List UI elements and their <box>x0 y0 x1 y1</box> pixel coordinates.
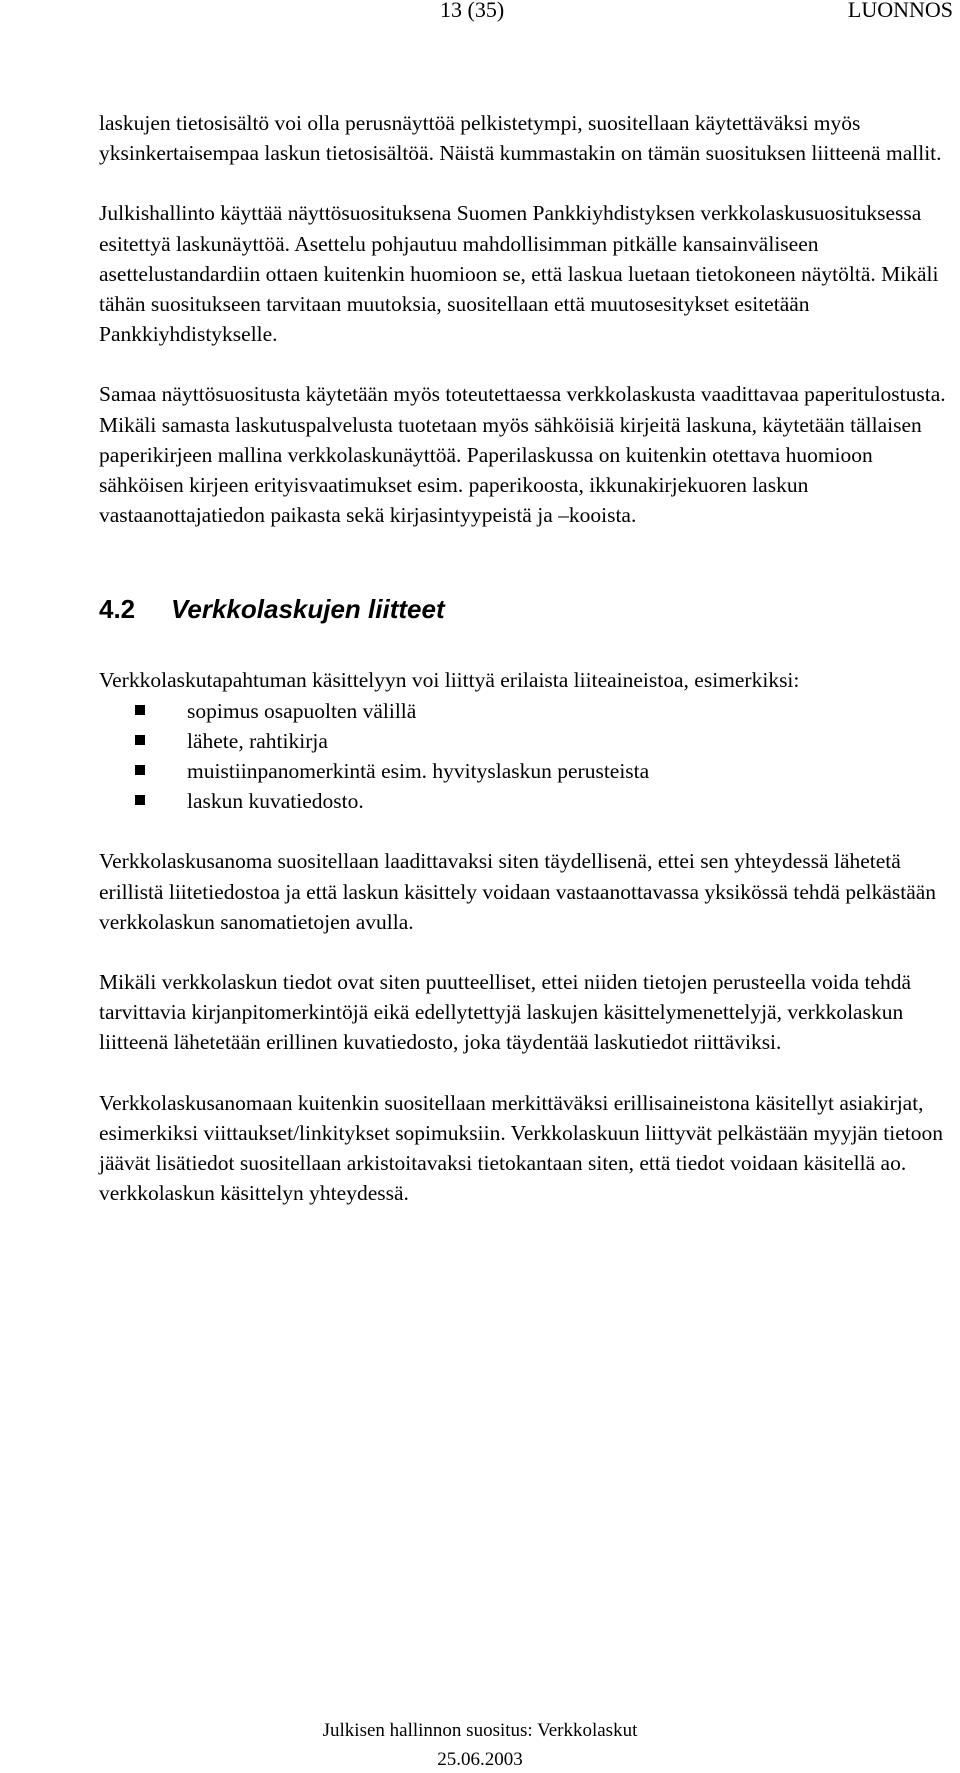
square-bullet-icon <box>135 765 145 775</box>
footer-date: 25.06.2003 <box>437 1749 523 1770</box>
paragraph-archiving: Verkkolaskusanomaan kuitenkin suositellaan merkittäväksi erillisaineistona käsitellyt asiakirjat, esimerkiksi viittaukset/linkitykset sopimuksiin. Verkkolaskuun liittyvät pelkästään myyjän tietoon jäävät lisätiedot suositellaan arkistoitavaksi tietokantaan siten, että tiedot voidaan käsitellä ao. verkkolaskun käsittelyn yhteydessä. <box>99 1090 943 1206</box>
section-number: 4.2 <box>99 594 136 625</box>
attachment-list <box>99 696 954 817</box>
footer-title: Julkisen hallinnon suositus: Verkkolaskut <box>322 1720 638 1741</box>
section-heading <box>99 593 954 625</box>
paragraph-display-recommendation: Julkishallinto käyttää näyttösuosituksena Suomen Pankkiyhdistyksen verkkolaskusuosituksessa esitettyä laskunäyttöä. Asettelu pohjautuu mahdollisimman pitkälle kansainväliseen asettelustandardiin ottaen kuitenkin huomioon se, että laskua luetaan tietokoneen näytöltä. Mikäli tähän suositukseen tarvitaan muutoksia, suositellaan että muutosesitykset esitetään Pankkiyhdistykselle. <box>99 201 939 347</box>
list-item-text: sopimus osapuolten välillä <box>187 698 417 723</box>
list-item <box>99 786 954 816</box>
list-item-text: lähete, rahtikirja <box>187 728 328 753</box>
list-item <box>99 696 954 726</box>
list-item-text: muistiinpanomerkintä esim. hyvityslaskun perusteista <box>187 759 650 784</box>
document-body <box>99 108 954 1208</box>
paragraph-invoice-content: laskujen tietosisältö voi olla perusnäyttöä pelkistetympi, suositellaan käytettäväksi myös yksinkertaisempaa laskun tietosisältöä. Näistä kummastakin on tämän suosituksen liitteenä mallit. <box>99 111 942 166</box>
page-number: 13 (35) <box>440 0 505 22</box>
paragraph-image-file: Mikäli verkkolaskun tiedot ovat siten puutteelliset, ettei niiden tietojen perusteella voida tehdä tarvittavia kirjanpitomerkintöjä eikä edellytettyjä laskujen käsittelymenettelyjä, verkkolaskun liitteenä lähetetään erillinen kuvatiedosto, joka täydentää laskutiedot riittäviksi. <box>99 970 912 1055</box>
square-bullet-icon <box>135 795 145 805</box>
square-bullet-icon <box>135 735 145 745</box>
paragraph-complete-message: Verkkolaskusanoma suositellaan laadittavaksi siten täydellisenä, ettei sen yhteydessä lähetetä erillistä liitetiedostoa ja että laskun käsittely voidaan vastaanottavassa yksikössä tehdä pelkästään verkkolaskun sanomatietojen avulla. <box>99 849 937 934</box>
section-title: Verkkolaskujen liitteet <box>171 594 445 625</box>
paragraph-paper-printout: Samaa näyttösuositusta käytetään myös toteutettaessa verkkolaskusta vaadittavaa paperitulostusta. Mikäli samasta laskutuspalvelusta tuotetaan myös sähköisiä kirjeitä laskuna, käytetään tällaisen paperikirjeen mallina verkkolaskunäyttöä. Paperilaskussa on kuitenkin otettava huomioon sähköisen kirjeen erityisvaatimukset esim. paperikoosta, ikkunakirjekuoren laskun vastaanottajatiedon paikasta sekä kirjasintyypeistä ja –kooista. <box>99 382 946 528</box>
list-item <box>99 726 954 756</box>
list-item-text: laskun kuvatiedosto. <box>187 789 364 814</box>
list-item <box>99 756 954 786</box>
draft-status: LUONNOS <box>847 0 953 22</box>
paragraph-attachments-intro: Verkkolaskutapahtuman käsittelyyn voi liittyä erilaista liiteaineistoa, esimerkiksi: <box>99 668 800 693</box>
square-bullet-icon <box>135 705 145 715</box>
